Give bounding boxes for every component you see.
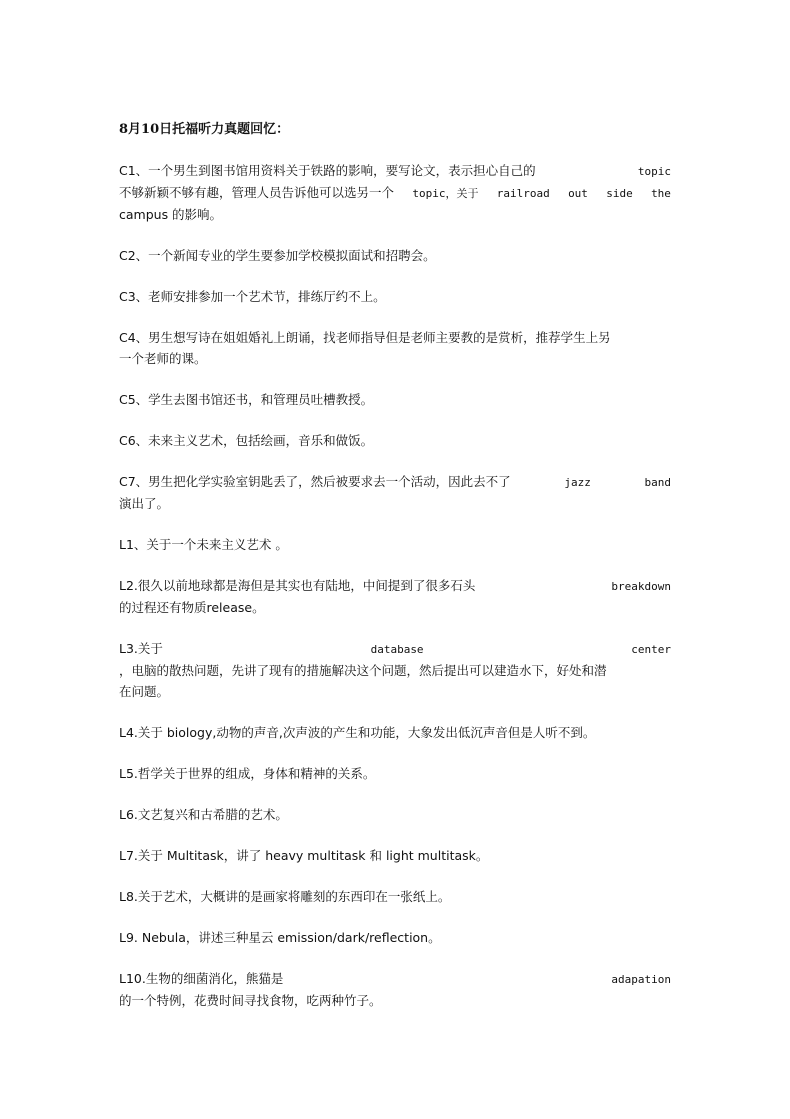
- item-c1-line-1: [119, 160, 671, 182]
- item-c7-text-1a: C7、男生把化学实验室钥匙丢了，然后被要求去一个活动，因此去不了: [119, 474, 511, 489]
- page-title: 8月10日托福听力真题回忆：: [119, 122, 290, 137]
- item-l1: L1、关于一个未来主义艺术 。: [119, 537, 288, 552]
- item-l10: [119, 968, 671, 1011]
- item-c7-line-1: [119, 471, 671, 493]
- item-c1-line-2: [119, 182, 671, 204]
- item-l5: L5.哲学关于世界的组成，身体和精神的关系。: [119, 766, 376, 781]
- item-c1-text-1a: C1、一个男生到图书馆用资料关于铁路的影响，要写论文，表示担心自己的: [119, 163, 536, 178]
- item-l2-text-1b: breakdown: [611, 580, 671, 593]
- document-page: [119, 120, 671, 1031]
- item-c1-text-2f: the: [651, 187, 671, 200]
- item-l2: [119, 575, 671, 618]
- item-l2-line-1: [119, 575, 671, 597]
- item-l3-line-3: 在问题。: [119, 684, 170, 699]
- item-c1-text-1b: topic: [637, 165, 671, 178]
- item-l9: L9. Nebula，讲述三种星云 emission/dark/reflection。: [119, 930, 441, 945]
- item-c1-text-2c: railroad: [496, 187, 550, 200]
- item-c7-line-2: 演出了。: [119, 496, 170, 511]
- item-l7: L7.关于 Multitask，讲了 heavy multitask 和 light multitask。: [119, 848, 489, 863]
- item-c4-line-2: 一个老师的课。: [119, 351, 207, 366]
- item-c6: C6、未来主义艺术，包括绘画，音乐和做饭。: [119, 433, 374, 448]
- item-c5: C5、学生去图书馆还书，和管理员吐槽教授。: [119, 392, 374, 407]
- item-l2-line-2: 的过程还有物质release。: [119, 600, 265, 615]
- item-c4-line-1: C4、男生想写诗在姐姐婚礼上朗诵，找老师指导但是老师主要教的是赏析，推荐学生上另: [119, 330, 611, 345]
- item-l3-text-1c: center: [631, 643, 671, 656]
- item-c1-text-2b: topic，关于: [412, 187, 479, 200]
- item-c2: C2、一个新闻专业的学生要参加学校模拟面试和招聘会。: [119, 248, 436, 263]
- item-l8: L8.关于艺术，大概讲的是画家将雕刻的东西印在一张纸上。: [119, 889, 451, 904]
- item-l10-line-1: [119, 968, 671, 990]
- item-l4: L4.关于 biology,动物的声音,次声波的产生和功能，大象发出低沉声音但是人听不到。: [119, 725, 596, 740]
- item-l3: [119, 638, 671, 702]
- item-l10-text-1b: adapation: [611, 973, 671, 986]
- item-l10-text-1a: L10.生物的细菌消化，熊猫是: [119, 971, 284, 986]
- item-c1: [119, 160, 671, 225]
- item-c1-text-2d: out: [568, 187, 588, 200]
- item-c3: C3、老师安排参加一个艺术节，排练厅约不上。: [119, 289, 386, 304]
- item-c7: [119, 471, 671, 514]
- item-c1-text-2e: side: [606, 187, 633, 200]
- item-l10-line-2: 的一个特例，花费时间寻找食物，吃两种竹子。: [119, 993, 382, 1008]
- item-l3-line-1: [119, 638, 671, 660]
- item-l3-line-2: ，电脑的散热问题，先讲了现有的措施解决这个问题，然后提出可以建造水下，好处和潜: [119, 663, 607, 678]
- item-l2-text-1a: L2.很久以前地球都是海但是其实也有陆地，中间提到了很多石头: [119, 578, 476, 593]
- item-l3-text-1a: L3.关于: [119, 641, 163, 656]
- item-c7-text-1b: jazz: [564, 476, 591, 489]
- item-l3-text-1b: database: [370, 643, 424, 656]
- item-l6: L6.文艺复兴和古希腊的艺术。: [119, 807, 288, 822]
- item-c1-text-2a: 不够新颖不够有趣，管理人员告诉他可以选另一个: [119, 185, 395, 200]
- item-c4: [119, 327, 671, 369]
- item-c1-line-3: campus 的影响。: [119, 207, 223, 222]
- item-c7-text-1c: band: [644, 476, 671, 489]
